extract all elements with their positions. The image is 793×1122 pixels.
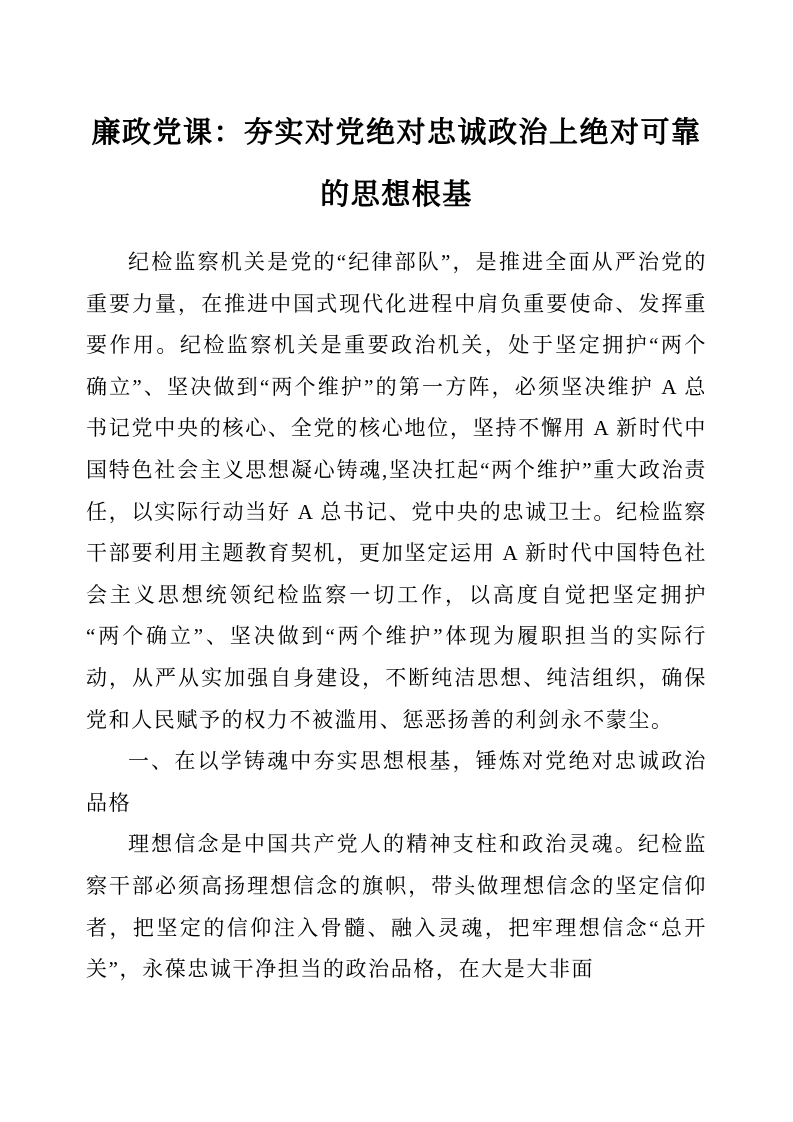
section-heading-1: 一、在以学铸魂中夯实思想根基，锤炼对党绝对忠诚政治品格: [86, 749, 707, 815]
paragraph-intro: 纪检监察机关是党的“纪律部队”，是推进全面从严治党的重要力量，在推进中国式现代化进程中肩负重要使命、发挥重要作用。纪检监察机关是重要政治机关，处于坚定拥护“两个确立”、坚决做到“两个维护”的第一方阵，必须坚决维护 A 总书记党中央的核心、全党的核心地位，坚持不懈用 A 新时代中国特色社会主义思想凝心铸魂,坚决扛起“两个维护”重大政治责任，以实际行动当好 A 总书记、党中央的忠诚卫士。纪检监察干部要利用主题教育契机，更加坚定运用 A 新时代中国特色社会主义思想统领纪检监察一切工作，以高度自觉把坚定拥护“两个确立”、坚决做到“两个维护”体现为履职担当的实际行动，从严从实加强自身建设，不断纯洁思想、纯洁组织，确保党和人民赋予的权力不被滥用、惩恶扬善的利剑永不蒙尘。: [86, 250, 707, 732]
paragraph-section-1-body: 理想信念是中国共产党人的精神支柱和政治灵魂。纪检监察干部必须高扬理想信念的旗帜，带头做理想信念的坚定信仰者，把坚定的信仰注入骨髓、融入灵魂，把牢理想信念“总开关”，永葆忠诚干净担当的政治品格，在大是大非面: [86, 832, 707, 982]
document-title: 廉政党课：夯实对党绝对忠诚政治上绝对可靠的思想根基: [91, 117, 702, 211]
